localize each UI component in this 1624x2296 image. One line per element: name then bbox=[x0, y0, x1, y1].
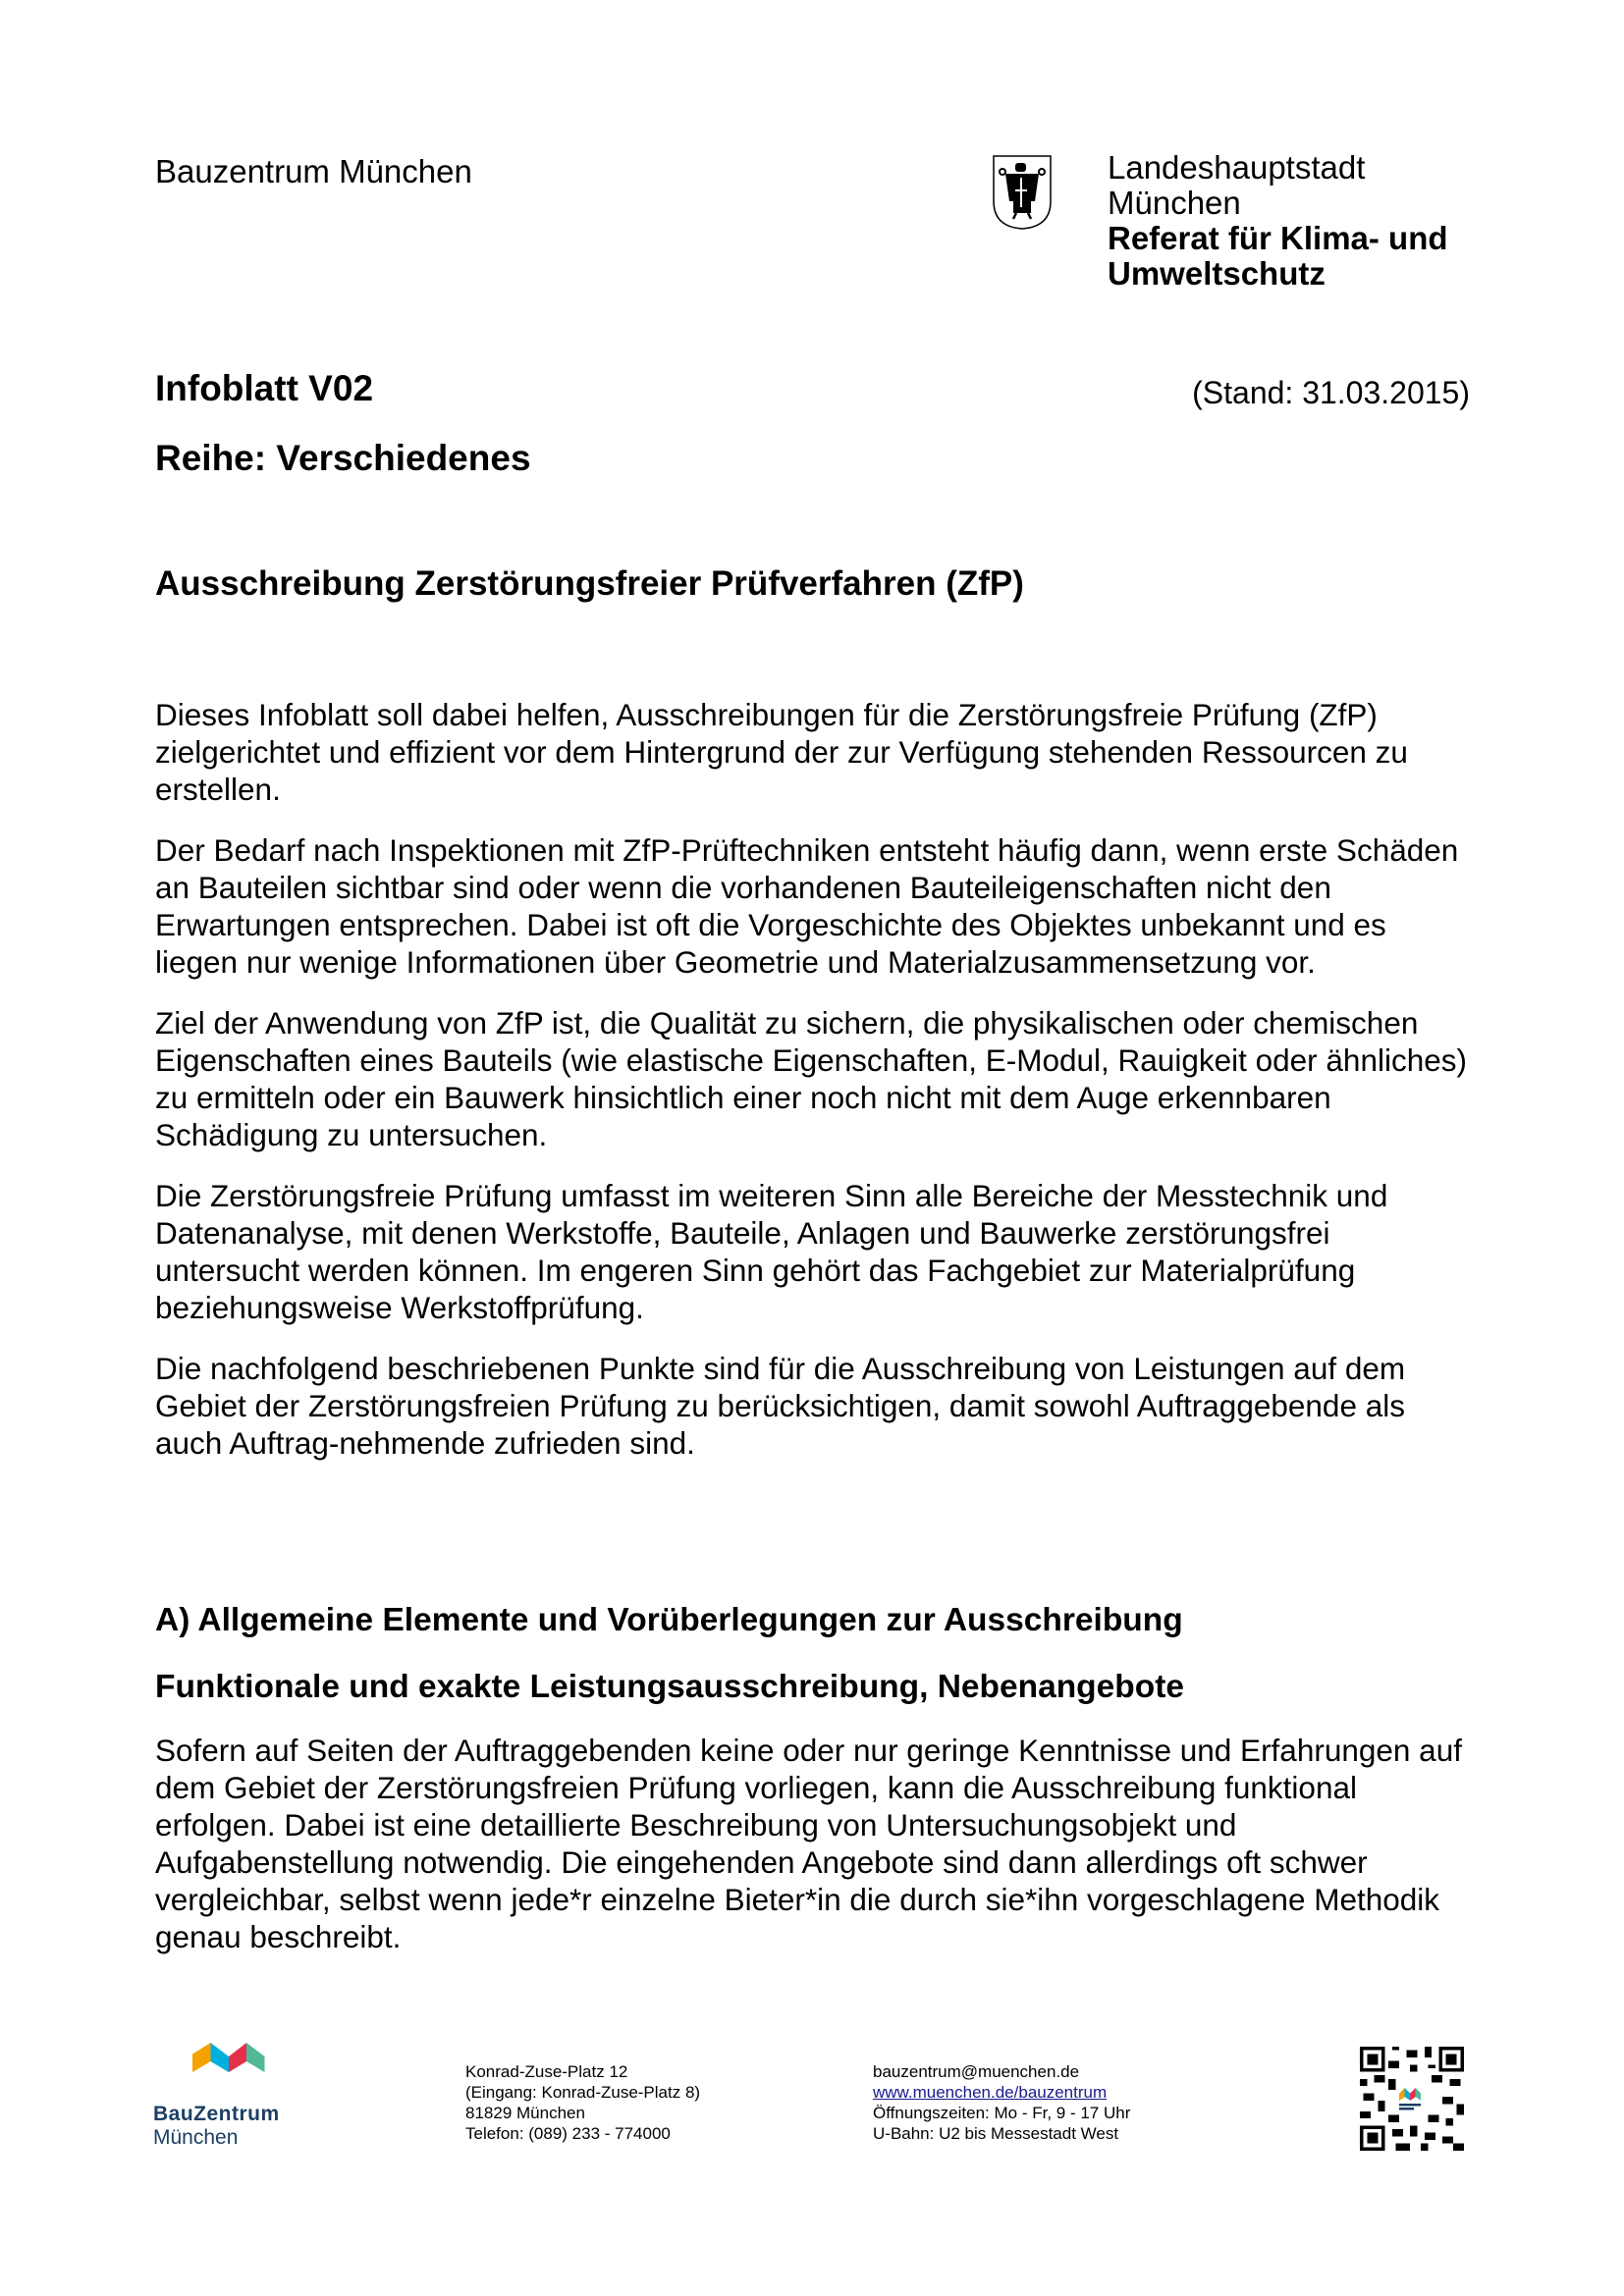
header-department-line2: Umweltschutz bbox=[1108, 255, 1326, 292]
document-series: Reihe: Verschiedenes bbox=[155, 438, 531, 478]
intro-paragraph: Die Zerstörungsfreie Prüfung umfasst im weiteren Sinn alle Bereiche der Messtechnik und Datenanalyse, mit denen Werkstoffe, Bauteile, Anlagen und Bauwerke zerstörungsfrei untersucht werden können. Im engeren Sinn gehört das Fachgebiet zur Materialprüfung beziehungsweise Werkstoffprüfung. bbox=[155, 1178, 1388, 1325]
address-line: Konrad-Zuse-Platz 12 bbox=[465, 2062, 628, 2081]
header-city-line2: München bbox=[1108, 185, 1241, 221]
qr-code-icon bbox=[1360, 2047, 1464, 2151]
intro-body bbox=[155, 696, 1476, 1485]
intro-paragraph: Der Bedarf nach Inspektionen mit ZfP-Prüftechniken entsteht häufig dann, wenn erste Schäden an Bauteilen sichtbar sind oder wenn die vorhandenen Bauteileigenschaften nicht den Erwartungen entsprechen. Dabei ist oft die Vorgeschichte des Objektes unbekannt und es liegen nur wenige Informationen über Geometrie und Materialzusammensetzung vor. bbox=[155, 832, 1459, 980]
opening-hours: Öffnungszeiten: Mo - Fr, 9 - 17 Uhr bbox=[873, 2104, 1131, 2122]
address-line: 81829 München bbox=[465, 2104, 585, 2122]
header-org-left: Bauzentrum München bbox=[155, 153, 472, 189]
transit-info: U-Bahn: U2 bis Messestadt West bbox=[873, 2124, 1119, 2143]
section-a-paragraph: Sofern auf Seiten der Auftraggebenden keine oder nur geringe Kenntnisse und Erfahrungen auf dem Gebiet der Zerstörungsfreien Prüfung vorliegen, kann die Ausschreibung funktional erfolgen. Dabei ist eine detaillierte Beschreibung von Untersuchungsobjekt und Aufgabenstellung notwendig. Die eingehenden Angebote sind dann allerdings oft schwer vergleichbar, selbst wenn jede*r einzelne Bieter*in die durch sie*ihn vorgeschlagene Methodik genau beschreibt. bbox=[155, 1733, 1462, 1954]
logo-text-bauzentrum: BauZentrum bbox=[153, 2103, 280, 2125]
intro-paragraph: Die nachfolgend beschriebenen Punkte sind für die Ausschreibung von Leistungen auf dem Gebiet der Zerstörungsfreien Prüfung zu berücksichtigen, damit sowohl Auftraggebende als auch Auftrag-nehmende zufrieden sind. bbox=[155, 1351, 1406, 1461]
bauzentrum-logo bbox=[153, 2042, 310, 2101]
section-a-subheading: Funktionale und exakte Leistungsausschreibung, Nebenangebote bbox=[155, 1669, 1184, 1705]
website-link[interactable]: www.muenchen.de/bauzentrum bbox=[873, 2083, 1108, 2102]
phone-line: Telefon: (089) 233 - 774000 bbox=[465, 2124, 671, 2143]
main-heading: Ausschreibung Zerstörungsfreier Prüfverfahren (ZfP) bbox=[155, 564, 1024, 603]
footer-address bbox=[465, 2061, 700, 2144]
header-city-line1: Landeshauptstadt bbox=[1108, 149, 1366, 186]
header-org-right bbox=[1108, 150, 1448, 292]
document-title: Infoblatt V02 bbox=[155, 368, 374, 408]
intro-paragraph: Dieses Infoblatt soll dabei helfen, Ausschreibungen für die Zerstörungsfreie Prüfung (ZfP) zielgerichtet und effizient vor dem Hintergrund der zur Verfügung stehenden Ressourcen zu erstellen. bbox=[155, 697, 1408, 807]
logo-text-muenchen: München bbox=[153, 2126, 239, 2149]
intro-paragraph: Ziel der Anwendung von ZfP ist, die Qualität zu sichern, die physikalischen oder chemischen Eigenschaften eines Bauteils (wie elastische Eigenschaften, E-Modul, Rauigkeit oder ähnliches) zu ermitteln oder ein Bauwerk hinsichtlich einer noch nicht mit dem Auge erkennbaren Schädigung zu untersuchen. bbox=[155, 1005, 1467, 1152]
munich-coat-of-arms-icon bbox=[992, 154, 1053, 231]
section-a-body bbox=[155, 1732, 1476, 1979]
address-line: (Eingang: Konrad-Zuse-Platz 8) bbox=[465, 2083, 701, 2102]
header-department-line1: Referat für Klima- und bbox=[1108, 220, 1448, 256]
section-a-heading: A) Allgemeine Elemente und Vorüberlegungen zur Ausschreibung bbox=[155, 1602, 1183, 1638]
footer-contact bbox=[873, 2061, 1130, 2144]
email-text: bauzentrum@muenchen.de bbox=[873, 2062, 1080, 2081]
document-date: (Stand: 31.03.2015) bbox=[1192, 375, 1470, 410]
